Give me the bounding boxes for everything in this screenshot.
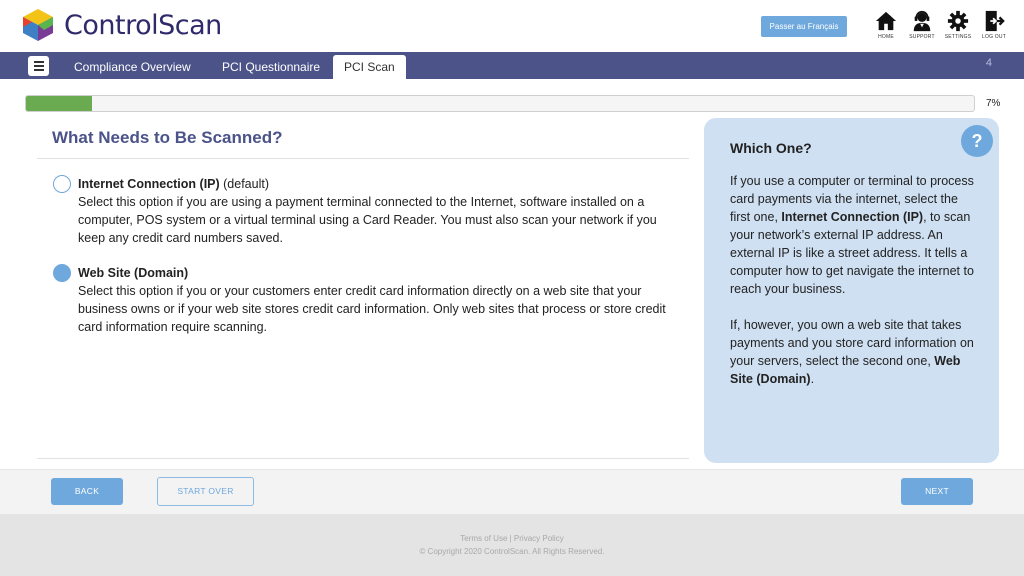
action-bar bbox=[0, 469, 1024, 514]
header bbox=[0, 0, 1024, 52]
option-title: Web Site (Domain) bbox=[78, 266, 189, 280]
home-label: HOME bbox=[878, 34, 894, 40]
support-icon bbox=[911, 10, 933, 32]
next-button[interactable]: NEXT bbox=[901, 478, 973, 505]
home-icon bbox=[875, 10, 897, 32]
logo-cube-icon bbox=[20, 7, 56, 43]
logout-button[interactable] bbox=[976, 10, 1012, 40]
page-title: What Needs to Be Scanned? bbox=[52, 128, 283, 147]
option-description: Select this option if you or your customers enter credit card information directly on a web site that your business owns or if your web site stores credit card information. Only web sites that process or store credit card information require scanning. bbox=[78, 284, 666, 334]
option-text bbox=[78, 264, 668, 336]
settings-label: SETTINGS bbox=[944, 34, 972, 40]
logout-label: LOG OUT bbox=[982, 34, 1006, 40]
radio-internet-connection[interactable] bbox=[53, 175, 71, 193]
brand-name: ControlScan bbox=[64, 9, 222, 41]
support-label: SUPPORT bbox=[909, 34, 935, 40]
settings-button[interactable] bbox=[940, 10, 976, 40]
nav-bar bbox=[0, 52, 1024, 79]
help-paragraph: If you use a computer or terminal to process card payments via the internet, select the first one, Internet Connection (IP), to scan your network’s external IP address. An external IP is like a street address. It tells a computer how to get navigate the internet to reach your business. bbox=[730, 174, 974, 296]
option-suffix: (default) bbox=[219, 177, 270, 191]
help-title: Which One? bbox=[730, 140, 812, 156]
option-description: Select this option if you are using a payment terminal connected to the Internet, software installed on a computer, POS system or a virtual terminal using a Card Reader. You must also scan your network if you keep any credit card numbers saved. bbox=[78, 195, 657, 245]
option-text bbox=[78, 175, 668, 247]
menu-button[interactable] bbox=[28, 56, 49, 76]
footer bbox=[0, 514, 1024, 576]
copyright: © Copyright 2020 ControlScan. All Rights Reserved. bbox=[419, 547, 605, 556]
tab-pci-questionnaire[interactable]: PCI Questionnaire bbox=[222, 60, 321, 74]
support-button[interactable] bbox=[904, 10, 940, 40]
scan-options-panel bbox=[37, 118, 689, 459]
back-button[interactable]: BACK bbox=[51, 478, 123, 505]
footer-links: Terms of Use | Privacy Policy bbox=[460, 534, 564, 543]
start-over-button[interactable]: START OVER bbox=[157, 477, 254, 506]
divider bbox=[37, 458, 689, 459]
home-button[interactable] bbox=[868, 10, 904, 40]
gear-icon bbox=[947, 10, 969, 32]
progress-bar bbox=[25, 95, 975, 112]
nav-number: 4 bbox=[985, 57, 992, 69]
help-panel bbox=[704, 118, 999, 463]
top-icons bbox=[868, 10, 1012, 40]
option-title: Internet Connection (IP) bbox=[78, 177, 220, 191]
divider bbox=[37, 158, 689, 159]
tab-compliance-overview[interactable]: Compliance Overview bbox=[74, 60, 191, 74]
help-question-icon[interactable]: ? bbox=[961, 125, 993, 157]
radio-web-site[interactable] bbox=[53, 264, 71, 282]
controlscan-logo[interactable] bbox=[20, 7, 222, 43]
progress-percent: 7% bbox=[986, 98, 1001, 109]
help-body bbox=[730, 172, 978, 406]
tab-pci-scan[interactable]: PCI Scan bbox=[333, 55, 406, 79]
help-paragraph: If, however, you own a web site that takes payments and you store card information on your servers, select the second one, Web Site (Domain). bbox=[730, 318, 974, 386]
progress-fill bbox=[26, 96, 92, 111]
privacy-link[interactable]: Privacy Policy bbox=[513, 534, 564, 543]
hamburger-icon bbox=[34, 61, 44, 63]
logout-icon bbox=[983, 10, 1005, 32]
terms-link[interactable]: Terms of Use bbox=[460, 534, 508, 543]
language-button[interactable]: Passer au Français bbox=[761, 16, 847, 37]
